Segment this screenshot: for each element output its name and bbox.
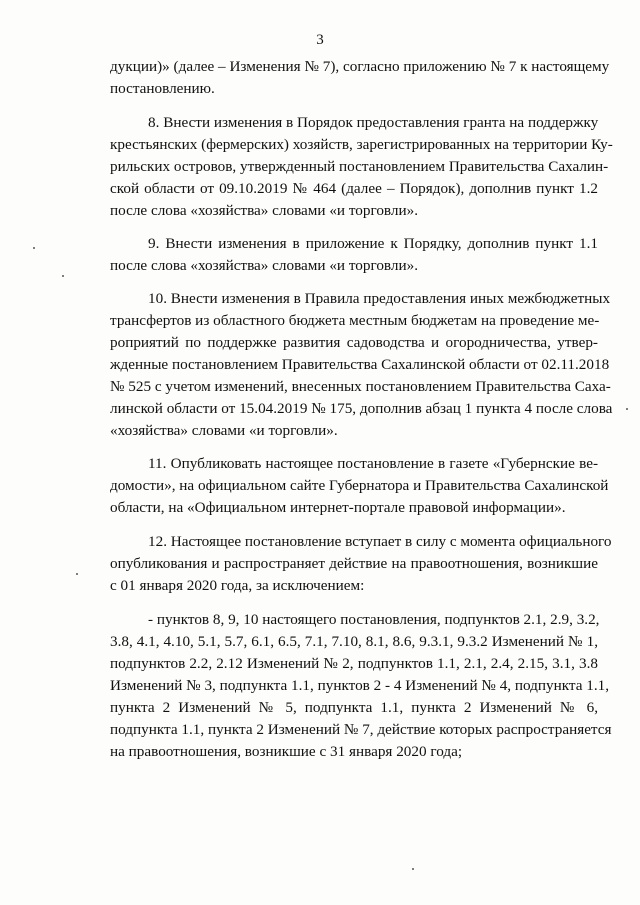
scan-speck	[626, 408, 628, 410]
text-line: 9. Внести изменения в приложение к Порядку, дополнив пункт 1.1	[148, 235, 598, 252]
scan-speck	[33, 247, 35, 249]
text-line: Изменений № 3, подпункта 1.1, пунктов 2 - 4 Изменений № 4, подпункта 1.1,	[110, 677, 610, 694]
text-line: на правоотношения, возникшие с 31 января 2020 года;	[110, 743, 463, 760]
text-line: опубликования и распространяет действие на правоотношения, возникшие	[110, 555, 598, 572]
text-line: 11. Опубликовать настоящее постановление в газете «Губернские ве-	[148, 455, 598, 472]
text-line: 10. Внести изменения в Правила предоставления иных межбюджетных	[148, 290, 611, 307]
text-line: подпунктов 2.2, 2.12 Изменений № 2, подпунктов 1.1, 2.1, 2.4, 2.15, 3.1, 3.8	[110, 655, 598, 672]
text-line: № 525 с учетом изменений, внесенных постановлением Правительства Саха-	[110, 378, 611, 395]
text-line: крестьянских (фермерских) хозяйств, зарегистрированных на территории Ку-	[110, 136, 613, 153]
scan-speck	[412, 868, 414, 870]
text-line: домости», на официальном сайте Губернатора и Правительства Сахалинской	[110, 477, 609, 494]
scan-speck	[76, 573, 78, 575]
text-line: жденные постановлением Правительства Сахалинской области от 02.11.2018	[110, 356, 610, 373]
text-line: пункта 2 Изменений № 5, подпункта 1.1, пункта 2 Изменений № 6,	[110, 699, 598, 716]
text-line: «хозяйства» словами «и торговли».	[110, 422, 338, 439]
text-line: дукции)» (далее – Изменения № 7), согласно приложению № 7 к настоящему	[110, 58, 610, 75]
page-number: 3	[316, 32, 324, 48]
text-line: трансфертов из областного бюджета местным бюджетам на проведение ме-	[110, 312, 600, 329]
text-line: линской области от 15.04.2019 № 175, дополнив абзац 1 пункта 4 после слова	[110, 400, 613, 417]
text-line: - пунктов 8, 9, 10 настоящего постановления, подпунктов 2.1, 2.9, 3.2,	[148, 611, 600, 628]
scan-speck	[62, 275, 64, 277]
text-line: после слова «хозяйства» словами «и торговли».	[110, 202, 418, 219]
text-line: после слова «хозяйства» словами «и торговли».	[110, 257, 418, 274]
text-line: постановлению.	[110, 80, 215, 97]
text-line: 8. Внести изменения в Порядок предоставления гранта на поддержку	[148, 114, 599, 131]
text-line: 3.8, 4.1, 4.10, 5.1, 5.7, 6.1, 6.5, 7.1, 7.10, 8.1, 8.6, 9.3.1, 9.3.2 Изменений № 1,	[110, 633, 598, 650]
text-line: рильских островов, утвержденный постановлением Правительства Сахалин-	[110, 158, 609, 175]
text-line: с 01 января 2020 года, за исключением:	[110, 577, 365, 594]
text-line: ской области от 09.10.2019 № 464 (далее – Порядок), дополнив пункт 1.2	[110, 180, 598, 197]
text-line: области, на «Официальном интернет-портале правовой информации».	[110, 499, 566, 516]
text-line: роприятий по поддержке развития садоводства и огородничества, утвер-	[110, 334, 598, 351]
text-line: 12. Настоящее постановление вступает в силу с момента официального	[148, 533, 612, 550]
text-line: подпункта 1.1, пункта 2 Изменений № 7, действие которых распространяется	[110, 721, 612, 738]
